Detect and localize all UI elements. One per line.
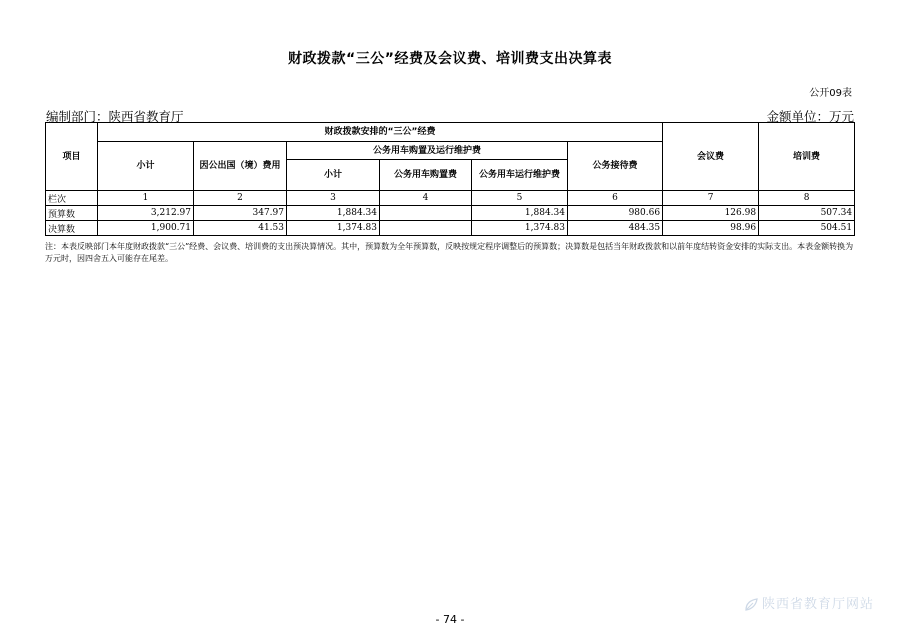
table-cell: 1,900.71 — [98, 221, 194, 236]
column-index-label: 栏次 — [46, 191, 98, 206]
table-note: 注：本表反映部门本年度财政拨款“三公”经费、会议费、培训费的支出预决算情况。其中，预算数为全年预算数，反映按规定程序调整后的预算数；决算数是包括当年财政拨款和以前年度结转资金安排的实际支出。本表金额转换为万元时，因四舍五入可能存在尾差。 — [45, 242, 854, 263]
table-cell: 1,884.34 — [287, 206, 380, 221]
page-number: - 74 - — [435, 613, 465, 626]
column-index-cell: 7 — [663, 191, 759, 206]
table-row — [46, 206, 855, 221]
header-three-public-group: 财政拨款安排的“三公”经费 — [98, 123, 663, 142]
column-index-cell: 5 — [472, 191, 568, 206]
table-cell: 41.53 — [194, 221, 287, 236]
amount-unit-label: 金额单位：万元 — [766, 109, 854, 124]
header-vehicle-subtotal: 小计 — [287, 160, 380, 191]
table-cell: 347.97 — [194, 206, 287, 221]
header-vehicle-operation: 公务用车运行维护费 — [472, 160, 568, 191]
table-cell: 1,374.83 — [287, 221, 380, 236]
header-item: 项目 — [46, 123, 98, 191]
column-index-cell: 4 — [380, 191, 472, 206]
table-cell: 1,884.34 — [472, 206, 568, 221]
table-cell: 507.34 — [759, 206, 855, 221]
column-index-cell: 8 — [759, 191, 855, 206]
table-cell: 1,374.83 — [472, 221, 568, 236]
header-vehicle-group: 公务用车购置及运行维护费 — [287, 142, 568, 160]
table-cell — [380, 221, 472, 236]
table-cell: 98.96 — [663, 221, 759, 236]
column-index-row — [46, 191, 855, 206]
form-code: 公开09表 — [809, 88, 852, 99]
table-cell — [380, 206, 472, 221]
column-index-cell: 1 — [98, 191, 194, 206]
watermark-text: 陕西省教育厅网站 — [761, 597, 874, 612]
header-reception-fee: 公务接待费 — [568, 142, 663, 191]
row-label-actual: 决算数 — [46, 221, 98, 236]
column-index-cell: 6 — [568, 191, 663, 206]
table-cell: 504.51 — [759, 221, 855, 236]
department-label: 编制部门：陕西省教育厅 — [46, 109, 184, 124]
expenditure-table — [45, 122, 855, 236]
row-label-budget: 预算数 — [46, 206, 98, 221]
header-training-fee: 培训费 — [759, 123, 855, 191]
document-title: 财政拨款“三公”经费及会议费、培训费支出决算表 — [288, 51, 612, 67]
table-cell: 484.35 — [568, 221, 663, 236]
header-vehicle-purchase: 公务用车购置费 — [380, 160, 472, 191]
header-subtotal: 小计 — [98, 142, 194, 191]
header-abroad-fee: 因公出国（境）费用 — [194, 142, 287, 191]
column-index-cell: 2 — [194, 191, 287, 206]
leaf-logo-icon — [743, 597, 759, 613]
table-cell: 980.66 — [568, 206, 663, 221]
table-cell: 3,212.97 — [98, 206, 194, 221]
header-meeting-fee: 会议费 — [663, 123, 759, 191]
column-index-cell: 3 — [287, 191, 380, 206]
table-row — [46, 221, 855, 236]
watermark — [743, 593, 874, 613]
table-cell: 126.98 — [663, 206, 759, 221]
